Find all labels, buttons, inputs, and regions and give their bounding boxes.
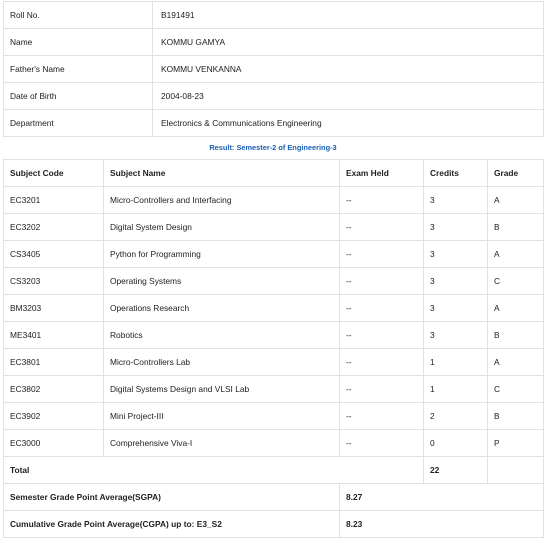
info-row-department (4, 110, 544, 137)
info-label: Name (4, 29, 153, 56)
table-row (4, 322, 544, 349)
grade: B (488, 322, 544, 349)
info-row-roll-no (4, 2, 544, 29)
total-credits: 22 (424, 457, 488, 484)
cgpa-value: 8.23 (340, 511, 544, 538)
subject-code: EC3201 (4, 187, 104, 214)
subject-name: Mini Project-III (104, 403, 340, 430)
credits: 1 (424, 349, 488, 376)
sgpa-value: 8.27 (340, 484, 544, 511)
grade: C (488, 376, 544, 403)
subject-code: ME3401 (4, 322, 104, 349)
subject-name: Comprehensive Viva-I (104, 430, 340, 457)
exam-held: -- (340, 349, 424, 376)
info-label: Date of Birth (4, 83, 153, 110)
header-subject-code: Subject Code (4, 160, 104, 187)
info-value: 2004-08-23 (153, 83, 544, 110)
cgpa-label: Cumulative Grade Point Average(CGPA) up to: E3_S2 (4, 511, 340, 538)
info-row-name (4, 29, 544, 56)
result-title: Result: Semester-2 of Engineering-3 (209, 143, 337, 152)
exam-held: -- (340, 295, 424, 322)
info-label: Father's Name (4, 56, 153, 83)
info-value: B191491 (153, 2, 544, 29)
exam-held: -- (340, 268, 424, 295)
total-grade-empty (488, 457, 544, 484)
grade: A (488, 241, 544, 268)
subject-name: Digital System Design (104, 214, 340, 241)
table-row (4, 403, 544, 430)
grades-header-row (4, 160, 544, 187)
info-row-dob (4, 83, 544, 110)
subject-name: Operating Systems (104, 268, 340, 295)
credits: 3 (424, 268, 488, 295)
credits: 0 (424, 430, 488, 457)
credits: 3 (424, 214, 488, 241)
subject-name: Digital Systems Design and VLSI Lab (104, 376, 340, 403)
credits: 3 (424, 295, 488, 322)
grade: A (488, 295, 544, 322)
grade: B (488, 214, 544, 241)
table-row (4, 214, 544, 241)
subject-code: BM3203 (4, 295, 104, 322)
grade: A (488, 349, 544, 376)
subject-name: Python for Programming (104, 241, 340, 268)
header-credits: Credits (424, 160, 488, 187)
header-grade: Grade (488, 160, 544, 187)
grade: A (488, 187, 544, 214)
header-subject-name: Subject Name (104, 160, 340, 187)
subject-name: Operations Research (104, 295, 340, 322)
subject-code: EC3802 (4, 376, 104, 403)
sgpa-label: Semester Grade Point Average(SGPA) (4, 484, 340, 511)
subject-code: CS3203 (4, 268, 104, 295)
credits: 3 (424, 187, 488, 214)
table-row (4, 430, 544, 457)
cgpa-row (4, 511, 544, 538)
table-row (4, 349, 544, 376)
subject-code: CS3405 (4, 241, 104, 268)
exam-held: -- (340, 241, 424, 268)
credits: 3 (424, 322, 488, 349)
grade: C (488, 268, 544, 295)
info-value: Electronics & Communications Engineering (153, 110, 544, 137)
exam-held: -- (340, 376, 424, 403)
table-row (4, 376, 544, 403)
subject-code: EC3000 (4, 430, 104, 457)
header-exam-held: Exam Held (340, 160, 424, 187)
exam-held: -- (340, 430, 424, 457)
summary-table (3, 483, 544, 538)
exam-held: -- (340, 403, 424, 430)
total-row (4, 457, 544, 484)
info-value: KOMMU VENKANNA (153, 56, 544, 83)
exam-held: -- (340, 322, 424, 349)
table-row (4, 187, 544, 214)
credits: 3 (424, 241, 488, 268)
subject-code: EC3202 (4, 214, 104, 241)
credits: 1 (424, 376, 488, 403)
subject-name: Micro-Controllers and Interfacing (104, 187, 340, 214)
student-info-table (3, 1, 544, 137)
table-row (4, 268, 544, 295)
table-row (4, 295, 544, 322)
table-row (4, 241, 544, 268)
sgpa-row (4, 484, 544, 511)
grade: P (488, 430, 544, 457)
credits: 2 (424, 403, 488, 430)
info-label: Department (4, 110, 153, 137)
subject-code: EC3902 (4, 403, 104, 430)
total-label: Total (4, 457, 424, 484)
info-row-father-name (4, 56, 544, 83)
grade: B (488, 403, 544, 430)
grades-table (3, 159, 544, 484)
info-label: Roll No. (4, 2, 153, 29)
subject-code: EC3801 (4, 349, 104, 376)
info-value: KOMMU GAMYA (153, 29, 544, 56)
exam-held: -- (340, 187, 424, 214)
subject-name: Robotics (104, 322, 340, 349)
exam-held: -- (340, 214, 424, 241)
subject-name: Micro-Controllers Lab (104, 349, 340, 376)
